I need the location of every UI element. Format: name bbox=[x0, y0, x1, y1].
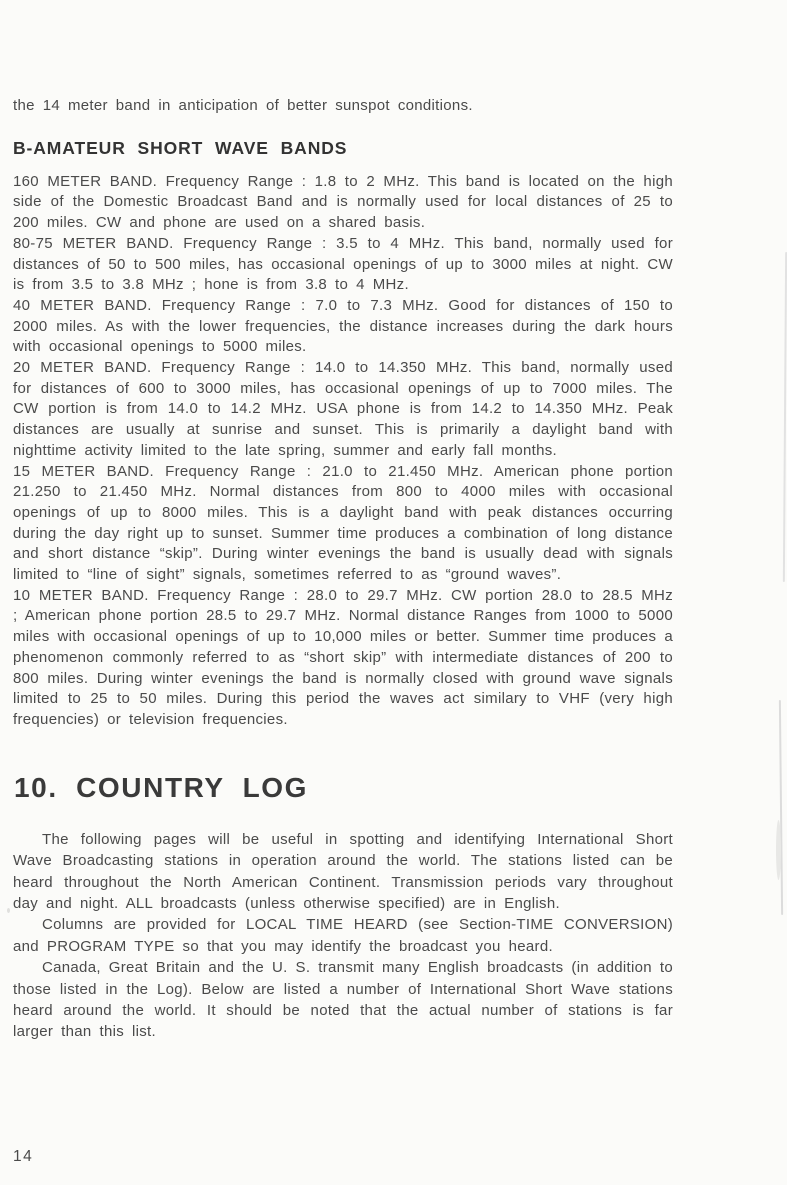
country-log-paragraph-2: Columns are provided for LOCAL TIME HEARD (see Section-TIME CONVERSION) and PROGRAM TYPE so that you may identify the broadcast you heard. bbox=[13, 916, 673, 955]
intro-continuation-line: the 14 meter band in anticipation of better sunspot conditions. bbox=[13, 97, 473, 114]
page-content bbox=[13, 0, 673, 1043]
band-paragraph-160-meter: 160 METER BAND. Frequency Range : 1.8 to 2 MHz. This band is located on the high side of the Domestic Broadcast Band and is normally used for local distances of 25 to 200 miles. CW and phone are used on a shared basis. bbox=[13, 172, 673, 232]
scan-artifact-left-dot bbox=[7, 908, 10, 913]
scan-artifact-right-edge-top bbox=[783, 252, 787, 582]
country-log-section bbox=[13, 829, 673, 1043]
page-number: 14 bbox=[13, 1148, 34, 1165]
band-paragraph-40-meter: 40 METER BAND. Frequency Range : 7.0 to 7.3 MHz. Good for distances of 150 to 2000 miles. As with the lower frequencies, the distance increases during the dark hours with occasional openings to 5000 miles. bbox=[13, 296, 673, 356]
band-paragraph-15-meter: 15 METER BAND. Frequency Range : 21.0 to 21.450 MHz. American phone portion 21.250 to 21.450 MHz. Normal distances from 800 to 4000 miles with occasional openings of up to 8000 miles. This is a daylight band with peak distances occurring during the day right up to sunset. Summer time produces a combination of long distance and short distance “skip”. During winter evenings the band is usually dead with signals limited to “line of sight” signals, sometimes referred to as “ground waves”. bbox=[13, 462, 673, 584]
band-paragraph-20-meter: 20 METER BAND. Frequency Range : 14.0 to 14.350 MHz. This band, normally used for distances of 600 to 3000 miles, has occasional openings of up to 7000 miles. The CW portion is from 14.0 to 14.2 MHz. USA phone is from 14.2 to 14.350 MHz. Peak distances are usually at sunrise and sunset. This is primarily a daylight band with nighttime activity limited to the late spring, summer and early fall months. bbox=[13, 359, 673, 459]
country-log-paragraph-1: The following pages will be useful in spotting and identifying International Short Wave Broadcasting stations in operation around the world. The stations listed can be heard throughout the North American Continent. Transmission periods vary throughout day and night. ALL broadcasts (unless otherwise specified) are in English. bbox=[13, 830, 673, 912]
country-log-paragraph-3: Canada, Great Britain and the U. S. transmit many English broadcasts (in addition to those listed in the Log). Below are listed a number of International Short Wave stations heard around the world. It should be noted that the actual number of stations is far larger than this list. bbox=[13, 959, 673, 1041]
country-log-heading: 10. COUNTRY LOG bbox=[14, 771, 309, 803]
band-paragraph-80-75-meter: 80-75 METER BAND. Frequency Range : 3.5 to 4 MHz. This band, normally used for distances of 50 to 500 miles, has occasional openings of up to 3000 miles at night. CW is from 3.5 to 3.8 MHz ; hone is from 3.8 to 4 MHz. bbox=[13, 234, 673, 294]
band-paragraph-10-meter: 10 METER BAND. Frequency Range : 28.0 to 29.7 MHz. CW portion 28.0 to 28.5 MHz ; American phone portion 28.5 to 29.7 MHz. Normal distance Ranges from 1000 to 5000 miles with occasional openings of up to 10,000 miles or better. Summer time produces a phenomenon commonly referred to as “short skip” with intermediate distances of 200 to 800 miles. During winter evenings the band is normally closed with ground wave signals limited to 25 to 50 miles. During this period the waves act similary to VHF (very high frequencies) or television frequencies. bbox=[13, 586, 673, 728]
scan-artifact-smudge bbox=[776, 820, 781, 880]
scan-artifact-right-edge-bottom bbox=[779, 700, 783, 915]
amateur-bands-heading: B-AMATEUR SHORT WAVE BANDS bbox=[13, 137, 348, 158]
amateur-bands-section bbox=[13, 172, 673, 731]
